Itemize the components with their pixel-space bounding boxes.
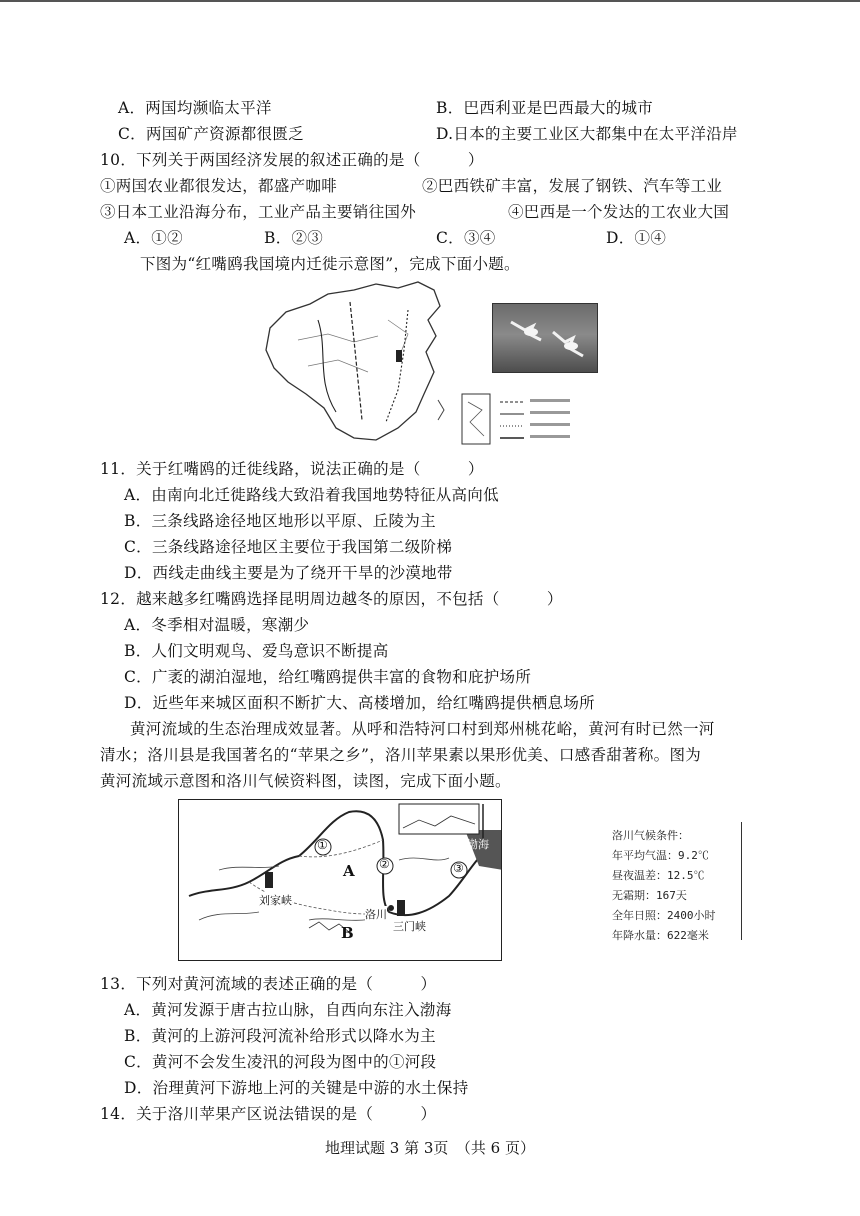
q13-option-d: D．治理黄河下游地上河的关键是中游的水土保持 xyxy=(124,1079,469,1097)
q10-option-c: C．③④ xyxy=(436,229,496,247)
section-marker-1: ① xyxy=(317,838,328,852)
q14-stem: 14．关于洛川苹果产区说法错误的是（ ） xyxy=(100,1105,437,1123)
flying-gulls-illustration xyxy=(493,304,597,372)
section-marker-3: ③ xyxy=(453,861,464,875)
map-legend xyxy=(460,392,588,446)
q9-option-a: A．两国均濒临太平洋 xyxy=(118,99,272,117)
intro-yellow-river-line-1: 黄河流域的生态治理成效显著。从呼和浩特河口村到郑州桃花峪，黄河有时已然一河 xyxy=(130,720,715,738)
intro-yellow-river-line-3: 黄河流域示意图和洛川气候资料图，读图，完成下面小题。 xyxy=(100,772,511,790)
q10-option-d: D．①④ xyxy=(606,229,667,247)
luochuan-climate-box xyxy=(612,826,716,946)
q12-option-d: D．近些年来城区面积不断扩大、高楼增加，给红嘴鸥提供栖息场所 xyxy=(124,694,595,712)
q13-stem: 13．下列对黄河流域的表述正确的是（ ） xyxy=(100,975,437,993)
q11-option-d: D．西线走曲线主要是为了绕开干旱的沙漠地带 xyxy=(124,564,453,582)
q12-option-a: A．冬季相对温暖，寒潮少 xyxy=(124,616,310,634)
sanmenxia-label: 三门峡 xyxy=(393,920,426,933)
climate-sunshine: 全年日照：2400小时 xyxy=(612,909,716,922)
q12-option-c: C．广袤的湖泊湿地，给红嘴鸥提供丰富的食物和庇护场所 xyxy=(124,668,532,686)
climate-divider xyxy=(741,822,742,940)
liujiaxia-label: 刘家峡 xyxy=(259,894,292,907)
gull-photo xyxy=(492,303,598,373)
intro-yellow-river-line-2: 清水；洛川县是我国著名的“苹果之乡”，洛川苹果素以果形优美、口感香甜著称。图为 xyxy=(100,746,702,764)
q9-option-c: C．两国矿产资源都很匮乏 xyxy=(118,125,304,143)
q10-option-a: A．①② xyxy=(124,229,183,247)
q10-statement-1: ①两国农业都很发达，都盛产咖啡 xyxy=(100,177,338,195)
q12-stem: 12．越来越多红嘴鸥选择昆明周边越冬的原因，不包括（ ） xyxy=(100,590,563,608)
q10-statement-3: ③日本工业沿海分布，工业产品主要销往国外 xyxy=(100,203,417,221)
intro-gull-figure: 下图为“红嘴鸥我国境内迁徙示意图”，完成下面小题。 xyxy=(140,255,520,273)
q10-option-b: B．②③ xyxy=(264,229,324,247)
climate-rainfall: 年降水量：622毫米 xyxy=(612,929,709,942)
q13-option-c: C．黄河不会发生凌汛的河段为图中的①河段 xyxy=(124,1053,437,1071)
q9-option-b: B．巴西利亚是巴西最大的城市 xyxy=(436,99,654,117)
region-a-label: A xyxy=(343,862,355,880)
yellow-river-map xyxy=(178,799,502,961)
q10-stem: 10．下列关于两国经济发展的叙述正确的是（ ） xyxy=(100,151,484,169)
q10-statement-2: ②巴西铁矿丰富，发展了钢铁、汽车等工业 xyxy=(422,177,723,195)
page-footer: 地理试题 3 第 3页 （共 6 页） xyxy=(325,1139,535,1157)
q11-option-b: B．三条线路途径地区地形以平原、丘陵为主 xyxy=(124,512,436,530)
section-marker-2: ② xyxy=(379,857,390,871)
climate-title: 洛川气候条件： xyxy=(612,829,689,842)
q12-option-b: B．人们文明观鸟、爱鸟意识不断提高 xyxy=(124,642,389,660)
q11-stem: 11．关于红嘴鸥的迁徙线路，说法正确的是（ ） xyxy=(100,460,484,478)
q13-option-b: B．黄河的上游河段河流补给形式以降水为主 xyxy=(124,1027,436,1045)
luochuan-label: 洛川 xyxy=(365,908,387,921)
q9-option-d: D.日本的主要工业区大都集中在太平洋沿岸 xyxy=(436,125,738,143)
q11-option-c: C．三条线路途径地区主要位于我国第二级阶梯 xyxy=(124,538,453,556)
q13-option-a: A．黄河发源于唐古拉山脉，自西向东注入渤海 xyxy=(124,1001,452,1019)
bohai-label: 渤海 xyxy=(467,838,489,851)
climate-temp-range: 昼夜温差：12.5℃ xyxy=(612,869,705,882)
q11-option-a: A．由南向北迁徙路线大致沿着我国地势特征从高向低 xyxy=(124,486,499,504)
climate-frost-free: 无霜期：167天 xyxy=(612,889,687,902)
gull-migration-map xyxy=(258,280,454,448)
climate-avg-temp: 年平均气温：9.2℃ xyxy=(612,849,709,862)
top-border xyxy=(0,0,860,2)
q10-statement-4: ④巴西是一个发达的工农业大国 xyxy=(508,203,730,221)
region-b-label: B xyxy=(341,924,354,942)
